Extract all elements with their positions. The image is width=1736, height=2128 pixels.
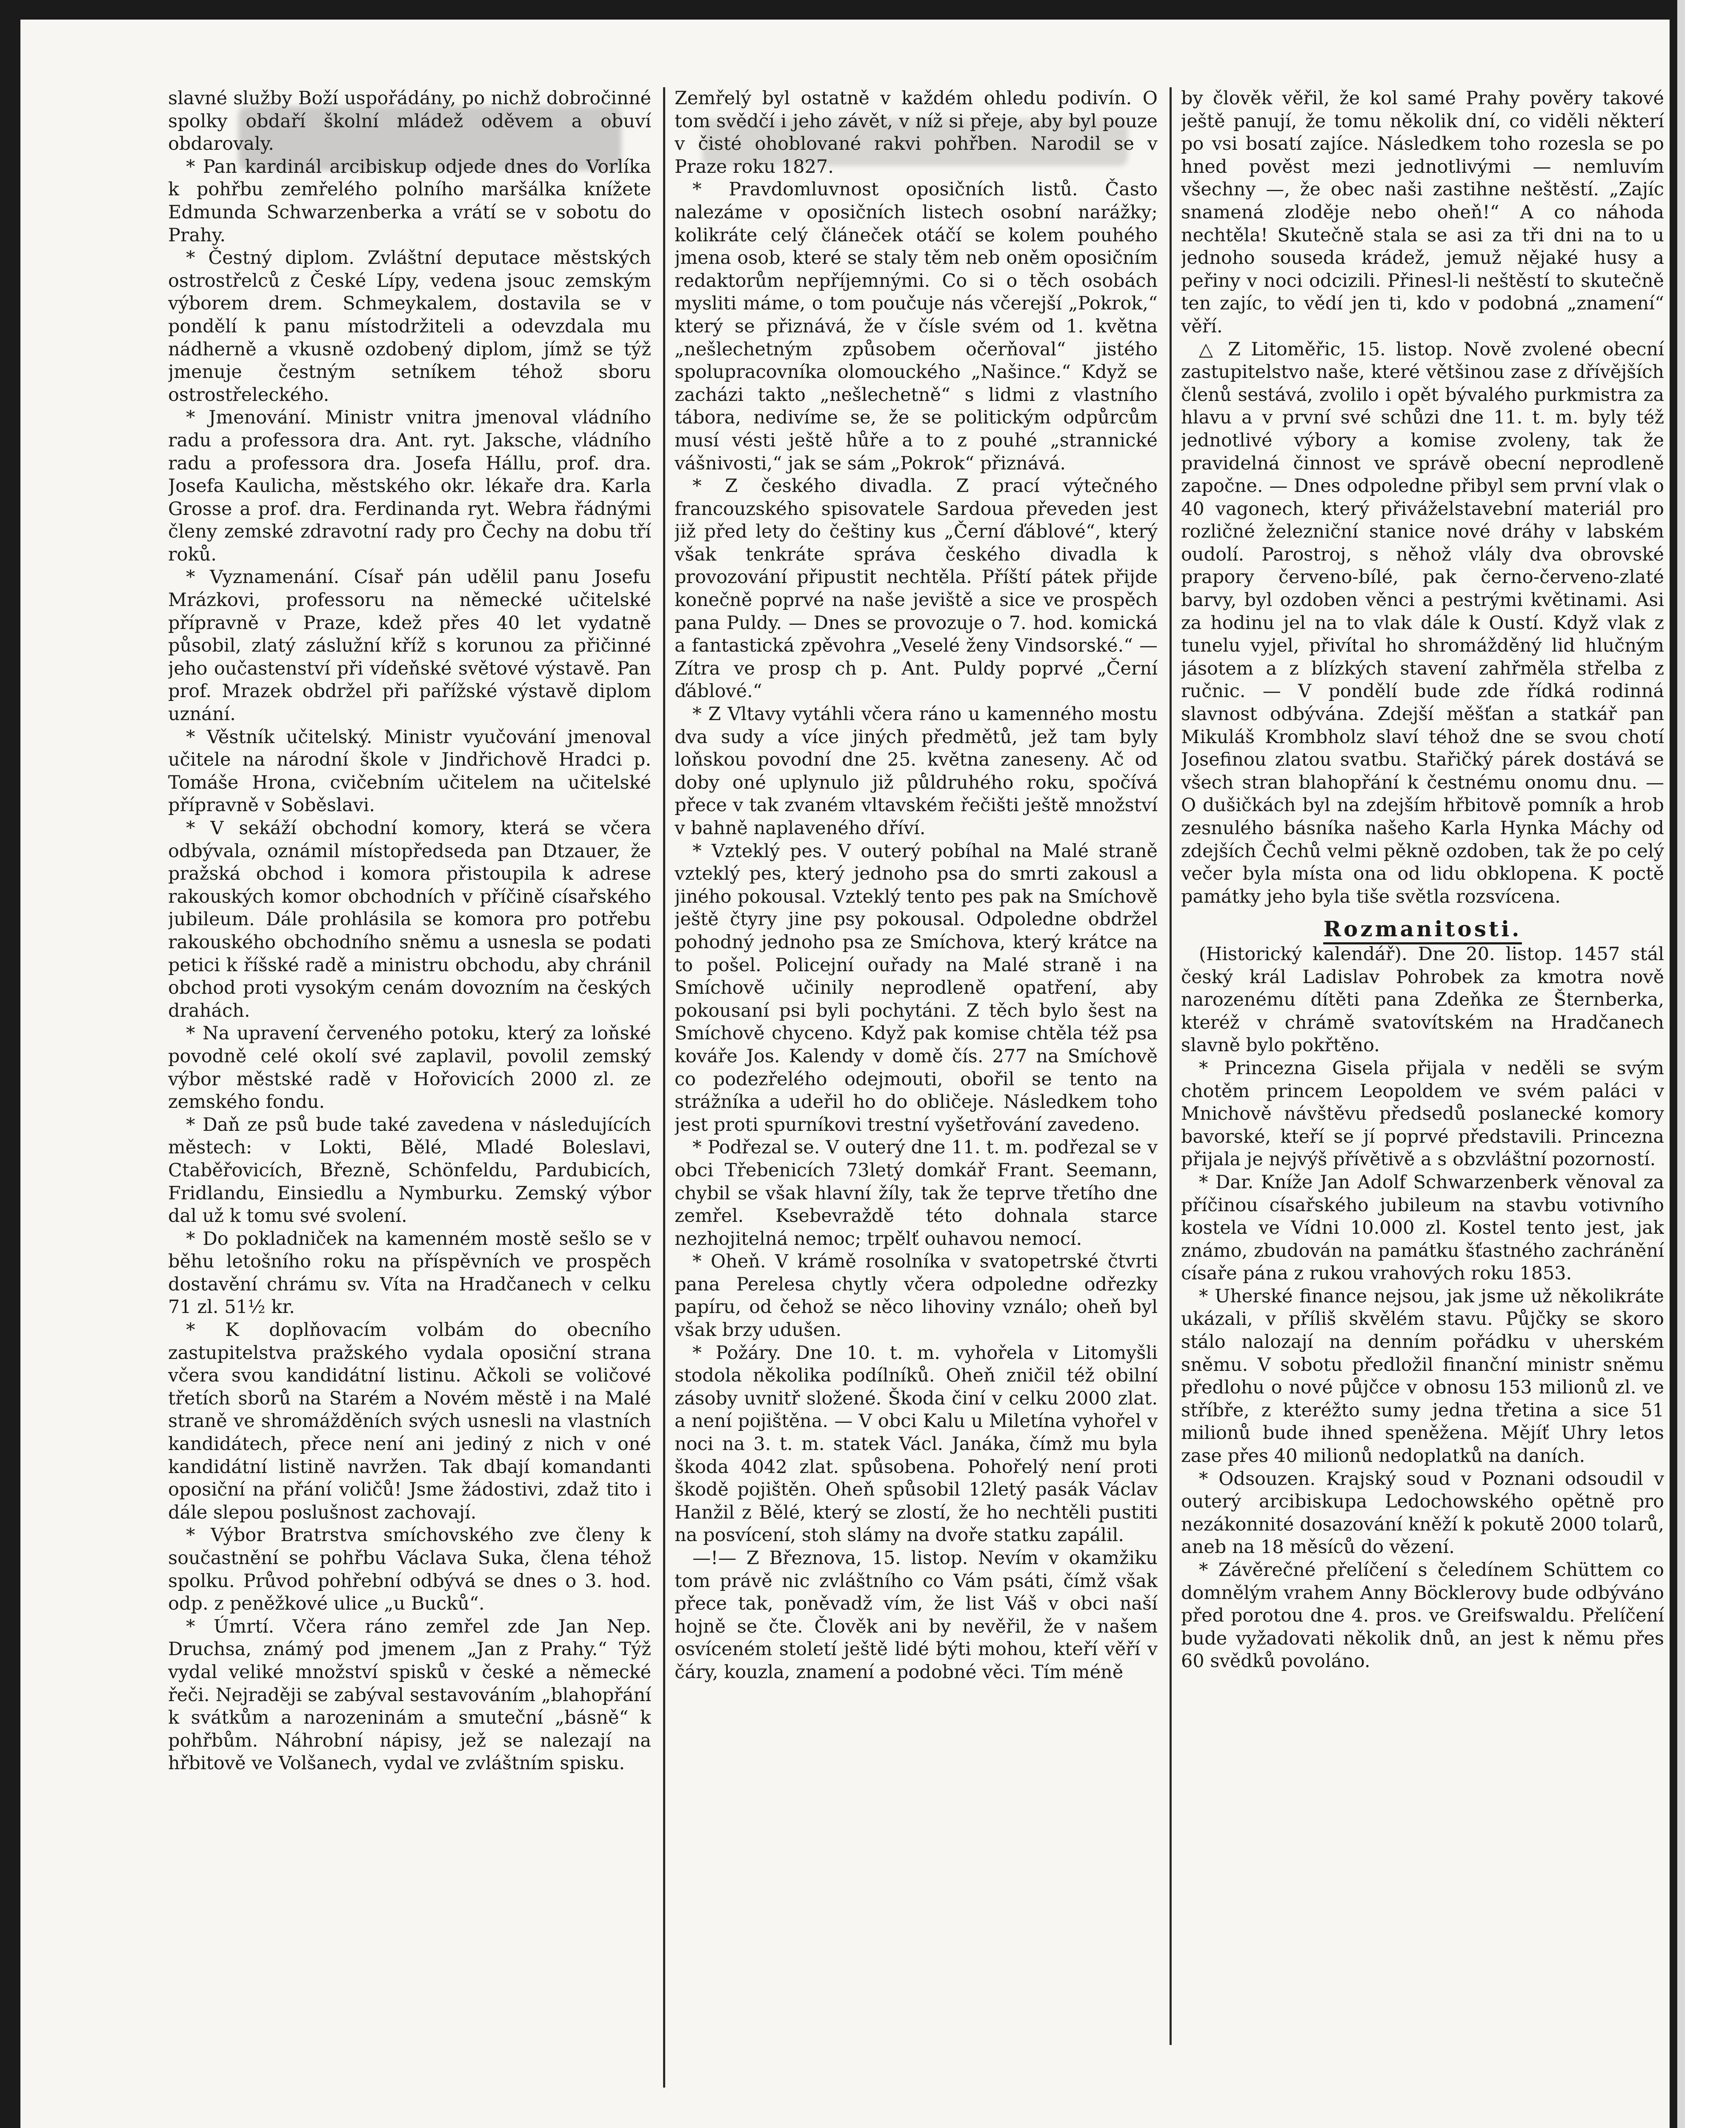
article-paragraph: * Z Vltavy vytáhli včera ráno u kamenného mostu dva sudy a více jiných předmětů, jež tam byly loňskou povodní dne 25. května zaneseny. Ač od doby oné uplynulo již půldruhého roku, spočívá přece v tak zvaném vltavském řečišti ještě množství v bahně naplaveného dříví.: [675, 704, 1158, 839]
section-heading-text: Rozmanitosti.: [1323, 916, 1522, 944]
article-paragraph: * Výbor Bratrstva smíchovského zve členy k součastnění se pohřbu Václava Suka, člena téhož spolku. Průvod pohřební odbývá se dnes o 3. hod. odp. z peněžkové ulice „u Bucků“.: [168, 1524, 651, 1615]
article-paragraph: Zemřelý byl ostatně v každém ohledu podivín. O tom svědčí i jeho závět, v níž si přeje, aby byl pouze v čisté ohoblované rakvi pohřben. Narodil se v Praze roku 1827.: [675, 88, 1158, 177]
article-paragraph: * Čestný diplom. Zvláštní deputace městských ostrostřelců z České Lípy, vedena jsouc zemským výborem drem. Schmeykalem, dostavila se v pondělí k panu místodržiteli a odevzdala mu nádherně a vkusně ozdobený diplom, jímž se týž jmenuje čestným setníkem téhož sboru ostrostřeleckého.: [168, 247, 651, 406]
article-paragraph: * Na upravení červeného potoku, který za loňské povodně celé okolí své zaplavil, povolil zemský výbor městské radě v Hořovicích 2000 zl. ze zemského fondu.: [168, 1023, 651, 1113]
column-rule: [1170, 87, 1172, 2045]
article-paragraph: * Jmenování. Ministr vnitra jmenoval vládního radu a professora dra. Ant. ryt. Jaksche, vládního radu a professora dra. Josefa Hállu, prof. dra. Josefa Kaulicha, městského okr. lékaře dra. Karla Grosse a prof. dra. Ferdinanda ryt. Webra řádnými členy zemské zdravotní rady pro Čechy na dobu tří roků.: [168, 407, 651, 565]
article-paragraph: * Závěrečné přelíčení s čeledínem Schüttem co domnělým vrahem Anny Böcklerovy bude odbýváno před porotou dne 4. pros. ve Greifswaldu. Přelíčení bude vyžadovati několik dnů, an jest k němu přes 60 svědků povoláno.: [1181, 1559, 1664, 1672]
article-paragraph: * Odsouzen. Krajský soud v Poznani odsoudil v outerý arcibiskupa Ledochowského opětně pro nezákonnité dosazování kněží k pokutě 2000 tolarů, aneb na 18 měsíců do vězení.: [1181, 1468, 1664, 1558]
article-paragraph: * Věstník učitelský. Ministr vyučování jmenoval učitele na národní škole v Jindřichově Hradci p. Tomáše Hrona, cvičebním učitelem na učitelské přípravně v Soběslavi.: [168, 726, 651, 816]
article-paragraph: slavné služby Boží uspořádány, po nichž dobročinné spolky obdaří školní mládež oděvem a obuví obdarovaly.: [168, 88, 651, 155]
article-paragraph: —!— Z Březnova, 15. listop. Nevím v okamžiku tom právě nic zvláštního co Vám psáti, čímž však přece tak, poněvadž vím, že list Váš v obci naší hojně se čte. Člověk ani by nevěřil, že v našem osvíceném století ještě lidé býti mohou, kteří věří v čáry, kouzla, znamení a podobné věci. Tím méně: [675, 1547, 1158, 1683]
section-heading: [1181, 918, 1664, 941]
column-1: [168, 87, 651, 2126]
scan-border-left: [0, 0, 20, 2128]
article-paragraph: * Úmrtí. Včera ráno zemřel zde Jan Nep. Druchsa, známý pod jmenem „Jan z Prahy.“ Týž vydal veliké množství spisků v české a německé řeči. Nejraději se zabýval sestavováním „blahopřání k svátkům a narozeninám a smuteční „básně“ k pohřbům. Náhrobní nápisy, jež se nalezají na hřbitově ve Volšanech, vydal ve zvláštním spisku.: [168, 1616, 651, 1774]
article-paragraph: * Požáry. Dne 10. t. m. vyhořela v Litomyšli stodola několika podílníků. Oheň zničil též obilní zásoby uvnitř složené. Škoda činí v celku 2000 zlat. a není pojištěna. — V obci Kalu u Miletína vyhořel v noci na 3. t. m. statek Václ. Janáka, čímž mu byla škoda 4042 zlat. spůsobena. Pohořelý není proti škodě pojištěn. Oheň spůsobil 12letý pasák Václav Hanžil z Bělé, který se zlostí, že ho nechtěli pustiti na posvícení, stoh slámy na dvoře statku zapálil.: [675, 1342, 1158, 1546]
column-2: [675, 87, 1158, 2045]
article-paragraph: * Oheň. V krámě rosolníka v svatopetrské čtvrti pana Perelesa chytly včera odpoledne odřezky papíru, od čehož se něco lihoviny vználo; oheň byl však brzy udušen.: [675, 1251, 1158, 1341]
article-paragraph: * Vyznamenání. Císař pán udělil panu Josefu Mrázkovi, professoru na německé učitelské přípravně v Praze, kdež přes 40 let vydatně působil, zlatý záslužní kříž s korunou za přičinné jeho oučastenství při vídeňské světové výstavě. Pan prof. Mrazek obdržel při pařížské výstavě diplom uznání.: [168, 566, 651, 725]
article-paragraph: (Historický kalendář). Dne 20. listop. 1457 stál český král Ladislav Pohrobek za kmotra nově narozenému dítěti pana Zdeňka ze Šternberka, kteréž v chrámě svatovítském na Hradčanech slavně bylo pokřtěno.: [1181, 943, 1664, 1056]
article-paragraph: * Pan kardinál arcibiskup odjede dnes do Vorlíka k pohřbu zemřelého polního maršálka knížete Edmunda Schwarzenberka a vrátí se v sobotu do Prahy.: [168, 156, 651, 246]
column-rule: [663, 87, 665, 2088]
article-paragraph: * Do pokladniček na kamenném mostě sešlo se v běhu letošního roku na příspěvních ve prospěch dostavění chrámu sv. Víta na Hradčanech v celku 71 zl. 51½ kr.: [168, 1228, 651, 1318]
article-paragraph: * Princezna Gisela přijala v neděli se svým chotěm princem Leopoldem ve svém paláci v Mnichově návštěvu předsedů poslanecké komory bavorské, kteří se jí poprvé představili. Princezna přijala je nejvýš přívětivě a s obzvláštní pozorností.: [1181, 1057, 1664, 1170]
article-paragraph: * Podřezal se. V outerý dne 11. t. m. podřezal se v obci Třebenicích 73letý domkář Frant. Seemann, chybil se však hlavní žíly, tak že teprve třetího dne zemřel. Ksebevraždě této dohnala starce nezhojitelná nemoc; trpělť ouhavou nemocí.: [675, 1137, 1158, 1250]
scan-border-right: [1677, 0, 1736, 2128]
article-paragraph: * Vzteklý pes. V outerý pobíhal na Malé straně vzteklý pes, který jednoho psa do smrti zakousl a jiného pokousal. Vzteklý tento pes pak na Smíchově ještě čtyry jine psy pokousal. Odpoledne obdržel pohodný jednoho psa ze Smíchova, který krátce na to pošel. Policejní ouřady na Malé straně i na Smíchově učinily neprodleně opatření, aby pokousaní psi byli pochytáni. Z těch bylo šest na Smíchově chyceno. Když pak komise chtěla též psa kováře Jos. Kalendy v domě čís. 277 na Smíchově co podezřelého odejmouti, obořil se tento na strážníka a udeřil ho do obličeje. Následkem toho jest proti spurníkovi trestní vyšetřování zavedeno.: [675, 840, 1158, 1136]
column-3: [1181, 87, 1664, 2032]
article-paragraph: * Dar. Kníže Jan Adolf Schwarzenberk věnoval za příčinou císařského jubileum na stavbu votivního kostela ve Vídni 10.000 zl. Kostel tento jest, jak známo, zbudován na památku šťastného zachránění císaře pána z rukou vrahových roku 1853.: [1181, 1171, 1664, 1284]
article-paragraph: * K doplňovacím volbám do obecního zastupitelstva pražského vydala oposiční strana včera svou kandidátní listinu. Ačkoli se voličové třetích sborů na Starém a Novém městě i na Malé straně ve shromážděních svých usnesli na vlastních kandidátech, přece není ani jediný z nich v oné kandidátní listině navržen. Tak dbají komandanti oposiční na přání voličů! Jsme žádostivi, zdaž tito i dále slepou poslušnost zachovají.: [168, 1319, 651, 1523]
article-paragraph: * V sekáží obchodní komory, která se včera odbývala, oznámil místopředseda pan Dtzauer, že pražská obchod i komora přistoupila k adrese rakouských komor obchodních v příčině císařského jubileum. Dále prohlásila se komora pro potřebu rakouského obchodního sněmu a usnesla se podati petici k říšské radě a ministru obchodu, aby chránil obchod proti vysokým cenám dovozním na českých drahách.: [168, 818, 651, 1021]
article-paragraph: * Z českého divadla. Z prací výtečného francouzského spisovatele Sardoua převeden jest již před lety do češtiny kus „Černí ďáblové“, který však tenkráte správa českého divadla k provozování připustit nechtěla. Příští pátek přijde konečně poprvé na naše jeviště a sice ve prospěch pana Puldy. — Dnes se provozuje o 7. hod. komická a fantastická zpěvohra „Veselé ženy Vindsorské.“ — Zítra ve prosp ch p. Ant. Puldy poprvé „Černí ďáblové.“: [675, 475, 1158, 702]
article-paragraph: * Uherské finance nejsou, jak jsme už několikráte ukázali, v příliš skvělém stavu. Půjčky se skoro stálo nalozají na denním pořádku v uherském sněmu. V sobotu předložil finanční ministr sněmu předlohu o nové půjčce v obnosu 153 milionů zl. ve stříbře, z kteréžto sumy jedna třetina a sice 51 milionů bude ihned speněžena. Mějíť Uhry letos zase přes 40 milionů nedoplatků na daních.: [1181, 1285, 1664, 1467]
article-paragraph: △ Z Litoměřic, 15. listop. Nově zvolené obecní zastupitelstvo naše, které většinou zase z dřívějších členů sestává, zvolilo i opět bývalého purkmistra za hlavu a v první své schůzi dne 11. t. m. byly též jednotlivé výbory a komise zvoleny, tak že pravidelná činnost ve správě obecní neprodleně započne. — Dnes odpoledne přibyl sem první vlak o 40 vagonech, který přiváželstavební materiál pro rozličné železniční stanice nové dráhy v labském oudolí. Parostroj, s něhož vlály dva obrovské prapory červeno-bílé, pak černo-červeno-zlaté barvy, byl ozdoben věnci a pestrými květinami. Asi za hodinu jel na to vlak dále k Oustí. Když vlak z tunelu vyjel, přivítal ho shromážděný lid hlučným jásotem a z blízkých stavení zahřměla střelba z ručnic. — V pondělí bude zde řídká rodinná slavnost odbývána. Zdejší měšťan a statkář pan Mikuláš Krombholz slaví téhož dne se svou chotí Josefinou zlatou svatbu. Stařičký párek dostává se všech stran blahopřání k čestnému onomu dnu. — O dušičkách byl na zdejším hřbitově pomník a hrob zesnulého básníka našeho Karla Hynka Máchy od zdejších Čechů velmi pěkně ozdoben, tak že po celý večer byla místa ona od lidu obklopena. K poctě památky jeho byla tiše světla rozsvícena.: [1181, 338, 1664, 907]
article-paragraph: * Daň ze psů bude také zavedena v následujících městech: v Lokti, Bělé, Mladé Boleslavi, Ctaběřovicích, Březně, Schönfeldu, Pardubicích, Fridlandu, Einsiedlu a Nymburku. Zemský výbor dal už k tomu své svolení.: [168, 1114, 651, 1227]
scan-border-top: [0, 0, 1736, 20]
article-paragraph: by člověk věřil, že kol samé Prahy pověry takové ještě panují, že tomu několik dní, co viděli některí po vsi bosatí zajíce. Následkem toho rozesla se po hned pověst mezi jednotlivými — nemluvím všechny —, že obec naši zastihne neštěstí. „Zajíc snamená zloděje nebo oheň!“ A co náhoda nechtěla! Skutečně stala se asi za tři dni na to u jednoho souseda krádež, jemuž nějaké husy a peřiny v noci odcizili. Přinesl-li neštěstí to skutečně ten zajíc, to vědí jen ti, kdo v podobná „znamení“ věří.: [1181, 88, 1664, 337]
article-paragraph: * Pravdomluvnost oposičních listů. Často nalezáme v oposičních listech osobní narážky; kolikráte celý článeček otáčí se kolem pouhého jmena osob, které se staly těm neb oněm oposičním redaktorům nepříjemnými. Co si o těch osobách mysliti máme, o tom poučuje nás včerejší „Pokrok,“ který se přiznává, že v čísle svém od 1. května „nešlechetným způsobem očerňoval“ jistého spolupracovníka olomouckého „Našince.“ Když se zacházi takto „nešlechetně“ s lidmi z vlastního tábora, nedivíme se, že se politickým odpůrcům musí vésti ještě hůře a to z pouhé „strannické vášnivosti,“ jak se sám „Pokrok“ přiznává.: [675, 179, 1158, 474]
